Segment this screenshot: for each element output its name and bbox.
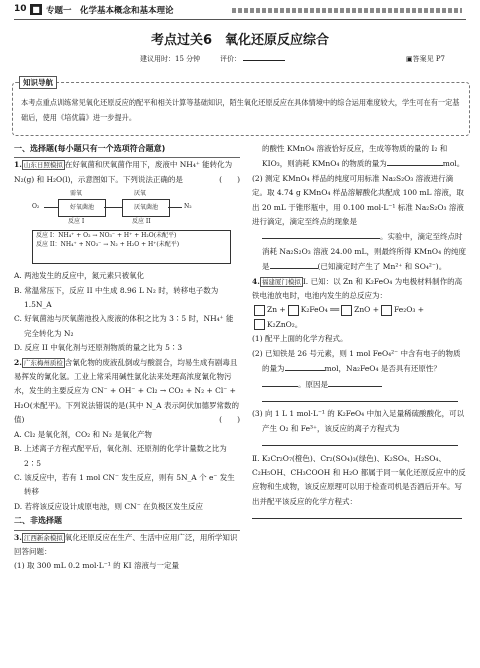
score-label: 评价： [220,55,241,63]
q4-3-text: (3) 向 1 L 1 mol·L⁻¹ 的 K₂FeO₄ 中加入足量稀硫酸酸化，可以产生 O₂ 和 Fe³⁺，该反应的离子方程式为 [252,409,465,433]
fig-top-label-2: 厌氧 [134,190,147,198]
q2-option-d: D. 若将该反应设计成原电池，则 CN⁻ 在负极区发生反应 [14,501,204,511]
q3-2-text-b: 。实验中，滴定至终点时消耗 Na₂S₂O₃ 溶液 24.00 mL，则最终所得 KMnO₄ 的纯度是 [262,232,466,272]
q3-2-text-c: (已知滴定时产生了 Mn²⁺ 和 SO₄²⁻)。 [317,262,447,272]
q3-2-phenomenon-blank [262,229,380,239]
q3-text: 氧化还原反应在生产、生活中应用广泛，用所学知识回答问题： [14,532,238,556]
q4-text: Ⅰ. 已知：以 Zn 和 K₂FeO₄ 为电极材料制作的高铁电池放电时，电池内发生的总反应为： [252,276,463,301]
fig-arrow-out [168,207,182,208]
q1-option-b: B. 常温常压下，反应 II 中生成 8.96 L N₂ 时，转移电子数为 1.5N_A [14,285,219,310]
fig-n2-label: N₂ [184,203,192,211]
q3-1-text: 的酸性 KMnO₄ 溶液恰好反应，生成等物质的量的 I₂ 和 KIO₃，则消耗 KMnO₄ 的物质的量为 [262,144,448,169]
q2-text: 含氰化物的废液乱倒或与酸混合，均易生成有剧毒且易挥发的氰化氢。工业上常采用碱性氯化法来处理高浓度氰化物污水，发生的主要反应为 CN⁻ + OH⁻ + Cl₂ → CO₂ + N₂ + Cl⁻ + H₂O(未配平)。下列说法错误的是(其中 N_A 表示阿伏加德罗常数的值) [14,357,239,425]
coef-box-k2zno2[interactable] [254,319,265,330]
bacteria-process-diagram [32,190,228,266]
q4-2-text-c: 。原因是 [298,379,328,389]
eq-part-zn: Zn + [267,305,286,315]
right-column [252,142,466,525]
coef-box-zn[interactable] [254,305,265,316]
question-3-stem [14,531,240,560]
fig-anaerobic-pool: 厌氧菌池 [122,199,170,217]
answer-ref-text: 答案见 P7 [412,55,446,63]
score-field [220,54,285,64]
q4-part-2-answer-line [252,509,466,524]
guide-text: 本考点重点训练常见氧化还原反应的配平和相关计算等基础知识，陌生氧化还原反应在具体情境中的综合运用难度较大，学生可在有一定基础后，使用《培优篇》进一步提升。 [21,98,460,122]
section-nonchoice-heading: 二、非选择题 [14,514,240,530]
answer-reference: ▣答案见 P7 [406,55,446,63]
q1-option-d: D. 反应 II 中氧化剂与还原剂物质的量之比为 5∶3 [14,343,183,353]
header-rule [14,19,466,20]
left-column [14,142,240,574]
coef-box-fe2o3[interactable] [381,305,392,316]
q3-number: 3. [14,532,22,542]
topic-marker: ■ [30,4,42,15]
fig-equation-box [32,230,231,264]
question-4-stem [252,275,466,304]
page-title: 考点过关6 氧化还原反应综合 [150,33,330,48]
header-decoration [232,8,462,13]
q4-ii-equation-blank [252,509,462,519]
q4-2-text-b: mol，Na₂FeO₄ 是否具有还原性？ [324,364,441,374]
page-header [0,0,480,22]
q3-2-text: (2) 测定 KMnO₄ 样品的纯度可用标准 Na₂S₂O₃ 溶液进行滴定。取 4.74 g KMnO₄ 样品溶解酸化共配成 100 mL 溶液，取出 20 mL 于锥形瓶中，用 0.100 mol·L⁻¹ 标准 Na₂S₂O₃ 溶液进行滴定，滴定至终点的现象是 [252,173,464,227]
q2-number: 2. [14,357,22,367]
fig-o2-label: O₂ [32,203,40,211]
q4-2-answer-line [252,392,466,407]
q2-source: 广东梅州质检 [23,358,63,367]
q1-text: 在好氧菌和厌氧菌作用下，废液中 NH₄⁺ 能转化为 N₂(g) 和 H₂O(l)，示意图如下。下列说法正确的是 [14,160,233,184]
q3-source: 江西新余模拟 [23,533,63,542]
q2-option-c: C. 该反应中，若有 1 mol CN⁻ 发生反应，则有 5N_A 个 e⁻ 发生转移 [14,472,235,497]
score-blank [243,60,285,61]
q2-option-a: A. Cl₂ 是氧化剂，CO₂ 和 N₂ 是氧化产物 [14,429,152,439]
fig-equation-2: 反应 II：NH₄⁺ + NO₃⁻ → N₂ + H₂O + H⁺(未配平) [36,241,180,249]
q4-2-reason-blank [328,377,382,387]
fig-aerobic-pool: 好氧菌池 [58,199,106,217]
fig-arrow-mid [104,207,122,208]
q4-number: 4. [252,276,260,286]
q4-2-electron-blank [285,361,325,371]
q4-2-text: (2) 已知铁是 26 号元素，则 1 mol FeO₄²⁻ 中含有电子的物质的量为 [252,348,461,374]
q2-option-b: B. 上述离子方程式配平后，氧化剂、还原剂的化学计量数之比为 2∶5 [14,444,227,468]
suggested-time: 建议用时：15 分钟 [140,55,201,63]
topic-title: 专题一 化学基本概念和基本理论 [46,6,174,16]
q4-part-2: Ⅱ. K₂Cr₂O₇(橙色)、Cr₂(SO₄)₃(绿色)、K₂SO₄、H₂SO₄、C₂H₅OH、CH₃COOH 和 H₂O 都属于同一氧化还原反应中的反应物和生成物，该反应原理可以用于检查司机是否酒后开车。写出并配平该反应的化学方程式： [252,453,466,506]
q1-source: 山东日照模拟 [23,161,63,170]
q3-1-unit: mol。 [442,159,465,169]
fig-reaction-2-label: 反应 II [132,218,151,226]
eq-part-k2feo4: K₂FeO₄ ══ [300,305,340,315]
fig-arrow-in [44,207,58,208]
eq-part-fe2o3: Fe₂O₃ + [394,305,425,315]
question-2-stem [14,356,240,428]
q3-part-1-continued [252,142,466,172]
q3-part-1: (1) 取 300 mL 0.2 mol·L⁻¹ 的 KI 溶液与一定量 [14,561,179,571]
eq-part-zno: ZnO + [354,305,379,315]
q3-part-2 [252,172,466,230]
q1-option-a: A. 两池发生的反应中，氮元素只被氧化 [14,271,145,281]
section-choice-heading: 一、选择题(每小题只有一个选项符合题意) [14,142,240,158]
q4-equation [252,303,466,332]
coef-box-k2feo4[interactable] [288,305,299,316]
question-1-stem [14,158,240,187]
q1-number: 1. [14,160,22,170]
q4-sub-3 [252,407,466,436]
q1-answer-paren: ( ) [219,174,240,184]
fig-top-label-1: 需氧 [70,190,83,198]
knowledge-guide [12,78,470,136]
q3-2-answer-line [252,229,466,274]
q4-2-yesno-blank [262,377,298,387]
eq-part-k2zno2: K₂ZnO₂。 [267,319,303,329]
guide-label: 知识导航 [19,76,57,89]
q1-option-c: C. 好氧菌池与厌氧菌池投入废液的体积之比为 3∶5 时，NH₄⁺ 能完全转化为 N₂ [14,314,234,338]
q4-2-reason-blank-2 [262,392,458,402]
q4-sub-1: (1) 配平上面的化学方程式。 [252,334,348,344]
q4-3-equation-blank [262,436,458,446]
q2-answer-paren: ( ) [219,415,240,425]
fig-equation-1: 反应 I：NH₄⁺ + O₂ → NO₃⁻ + H⁺ + H₂O(未配平) [36,232,177,240]
q3-1-answer-blank [387,156,443,166]
page-number: 10 [14,4,27,14]
q4-3-answer-line [252,436,466,451]
fig-reaction-1-label: 反应 I [68,218,85,226]
coef-box-zno[interactable] [341,305,352,316]
q4-sub-2 [252,347,466,392]
q3-2-purity-blank [270,259,318,269]
q4-source: 福建厦门模拟 [261,277,301,286]
